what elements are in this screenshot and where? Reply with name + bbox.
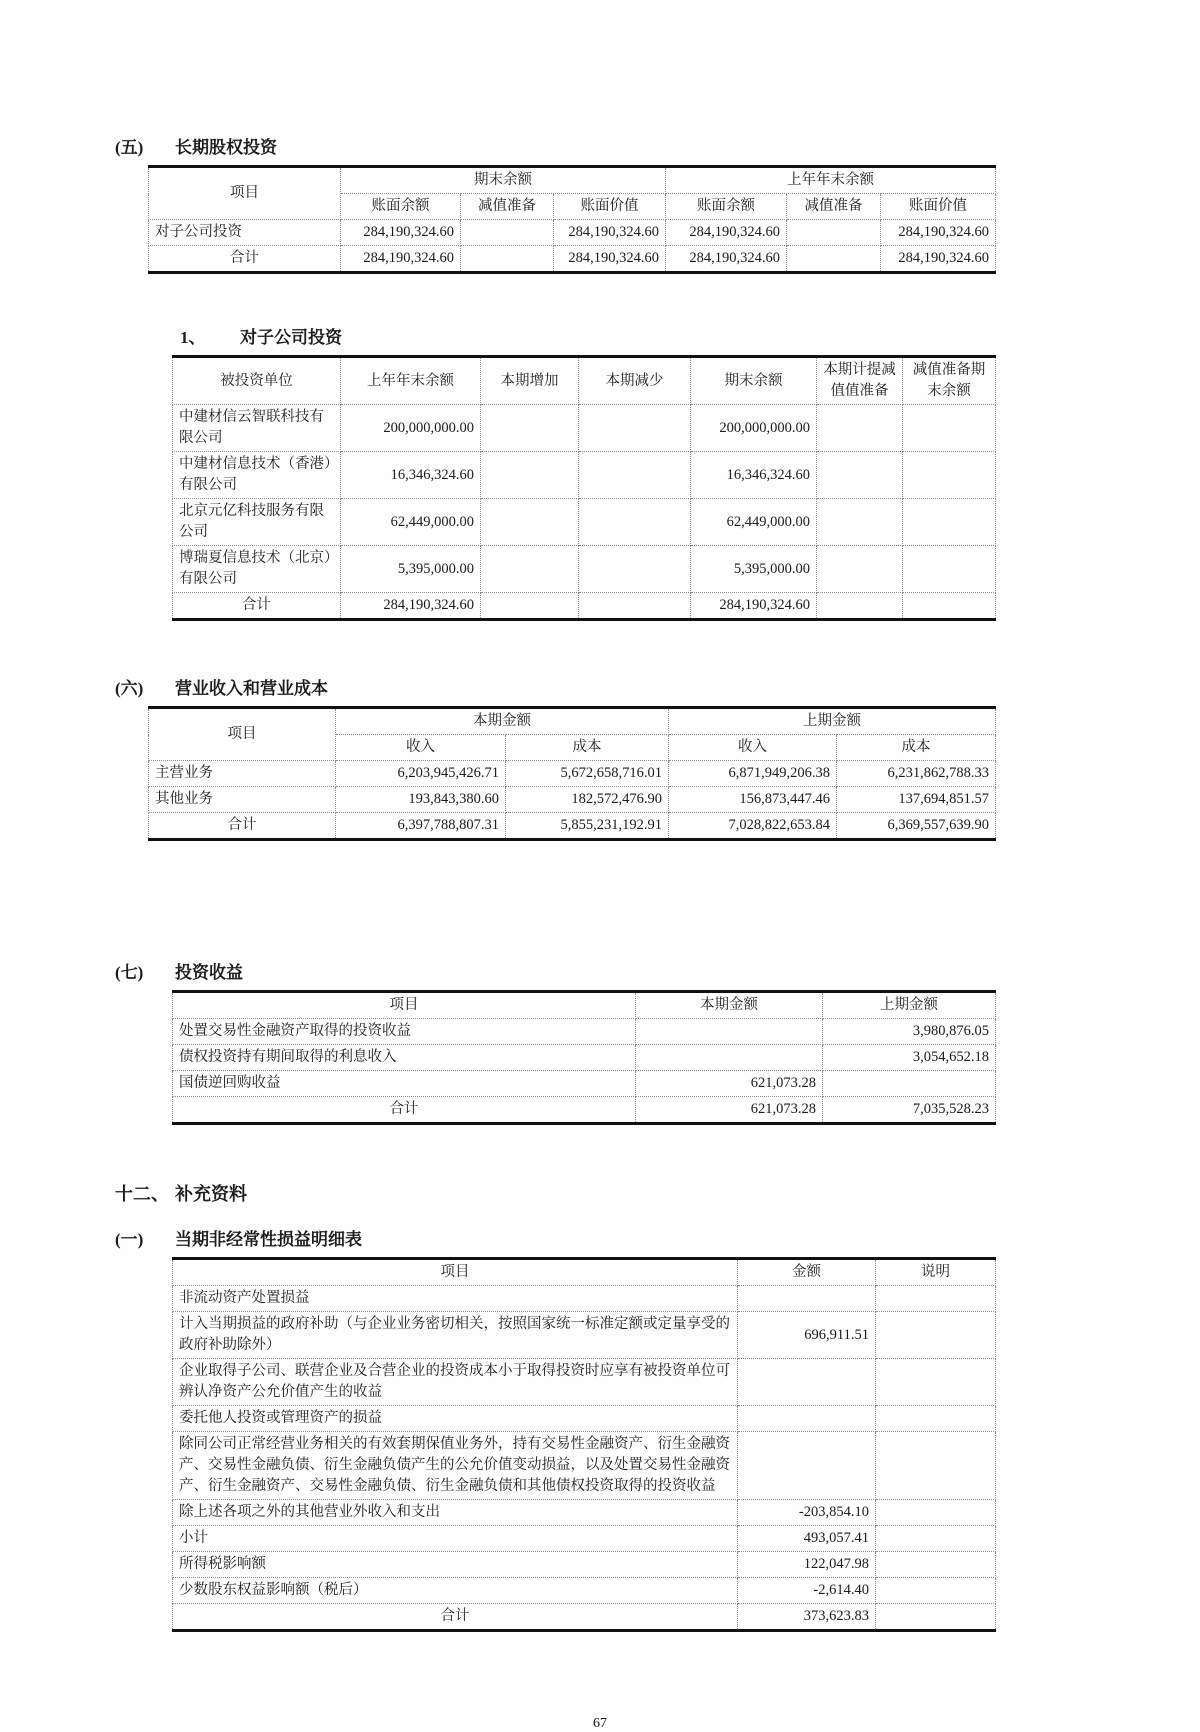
cell-amount: 16,346,324.60: [341, 452, 481, 499]
cell-amount: 5,855,231,192.91: [506, 813, 669, 840]
cell-amount: 122,047.98: [738, 1552, 876, 1578]
cell-note: [876, 1526, 996, 1552]
cell-note: [876, 1359, 996, 1406]
table-row: [173, 405, 996, 452]
cell-amount: 7,028,822,653.84: [669, 813, 837, 840]
cell-label: 对子公司投资: [149, 220, 341, 246]
cell-note: [876, 1604, 996, 1631]
section-heading-12: [115, 1183, 1200, 1206]
cell-amount: 182,572,476.90: [506, 787, 669, 813]
table-total-row: [173, 1097, 996, 1124]
section-title: 长期股权投资: [175, 138, 277, 157]
cell-amount: 493,057.41: [738, 1526, 876, 1552]
table-total-row: [173, 1604, 996, 1631]
header-book-value: 账面价值: [881, 194, 996, 220]
cell-label: 国债逆回购收益: [173, 1071, 636, 1097]
cell-amount: 16,346,324.60: [691, 452, 817, 499]
cell-amount: [579, 499, 691, 546]
header-ending-balance: 期末余额: [691, 357, 817, 405]
header-prior-year-balance: 上年年末余额: [341, 357, 481, 405]
header-cost: 成本: [506, 735, 669, 761]
section-heading-12-1: [115, 1228, 1200, 1251]
cell-label-total: 合计: [149, 246, 341, 273]
cell-amount: [481, 546, 579, 593]
cell-amount: [903, 499, 996, 546]
cell-label: 委托他人投资或管理资产的损益: [173, 1406, 738, 1432]
cell-amount: 5,395,000.00: [691, 546, 817, 593]
cell-amount: [817, 546, 903, 593]
table-header-row: [149, 708, 996, 735]
cell-amount: [903, 405, 996, 452]
section-title: 补充资料: [175, 1184, 247, 1204]
table-row: [173, 1019, 996, 1045]
section-number: 1、: [180, 328, 206, 347]
cell-note: [876, 1406, 996, 1432]
long-term-equity-investment-table: [148, 165, 996, 274]
table-header-row: [173, 992, 996, 1019]
table-header-row: [149, 167, 996, 194]
table-total-row: [149, 813, 996, 840]
cell-label: 非流动资产处置损益: [173, 1286, 738, 1312]
cell-label: 计入当期损益的政府补助（与企业业务密切相关，按照国家统一标准定额或定量享受的政府补助除外）: [173, 1312, 738, 1359]
table-row: [149, 761, 996, 787]
cell-label: 除上述各项之外的其他营业外收入和支出: [173, 1500, 738, 1526]
cell-note: [876, 1286, 996, 1312]
header-increase: 本期增加: [481, 357, 579, 405]
table-row: [173, 546, 996, 593]
header-impairment-accrued: 本期计提减值值准备: [817, 357, 903, 405]
cell-amount: [903, 546, 996, 593]
header-prior-amount: 上期金额: [823, 992, 996, 1019]
cell-amount: 200,000,000.00: [341, 405, 481, 452]
cell-amount: [817, 593, 903, 620]
section-number: (一): [115, 1230, 144, 1249]
cell-amount: [579, 405, 691, 452]
cell-label-total: 合计: [149, 813, 336, 840]
table-header-row: [173, 357, 996, 405]
table-row: [173, 1312, 996, 1359]
header-item: 项目: [173, 1259, 738, 1286]
table-row: [173, 499, 996, 546]
cell-amount: [636, 1019, 823, 1045]
non-recurring-items-table: [172, 1257, 996, 1632]
cell-amount: [823, 1071, 996, 1097]
header-group-prior-year-balance: 上年年末余额: [666, 167, 996, 194]
cell-amount: [579, 546, 691, 593]
table-row: [173, 1286, 996, 1312]
cell-amount: [787, 246, 881, 273]
cell-amount: 284,190,324.60: [666, 246, 787, 273]
cell-amount: [481, 452, 579, 499]
cell-amount: [738, 1432, 876, 1500]
header-current-amount: 本期金额: [636, 992, 823, 1019]
cell-amount: [817, 405, 903, 452]
section-heading-6: [115, 677, 1200, 700]
header-group-ending-balance: 期末余额: [341, 167, 666, 194]
table-row: [173, 1406, 996, 1432]
cell-label: 除同公司正常经营业务相关的有效套期保值业务外，持有交易性金融资产、衍生金融资产、交易性金融负债、衍生金融负债产生的公允价值变动损益，以及处置交易性金融资产、衍生金融资产、交易性金融负债、衍生金融负债和其他债权投资取得的投资收益: [173, 1432, 738, 1500]
section-number: (五): [115, 138, 144, 157]
cell-label: 企业取得子公司、联营企业及合营企业的投资成本小于取得投资时应享有被投资单位可辨认净资产公允价值产生的收益: [173, 1359, 738, 1406]
cell-amount: 6,369,557,639.90: [837, 813, 996, 840]
cell-amount: [738, 1406, 876, 1432]
header-amount: 金额: [738, 1259, 876, 1286]
table-row: [173, 1526, 996, 1552]
cell-amount: [579, 452, 691, 499]
table-row: [173, 1359, 996, 1406]
table-total-row: [173, 593, 996, 620]
cell-label: 债权投资持有期间取得的利息收入: [173, 1045, 636, 1071]
table-header-row: [173, 1259, 996, 1286]
header-decrease: 本期减少: [579, 357, 691, 405]
cell-label: 小计: [173, 1526, 738, 1552]
cell-amount: 621,073.28: [636, 1071, 823, 1097]
table-row: [173, 1500, 996, 1526]
header-item: 项目: [149, 708, 336, 761]
cell-amount: [481, 593, 579, 620]
cell-amount: -203,854.10: [738, 1500, 876, 1526]
section-number: (六): [115, 679, 144, 698]
cell-label: 少数股东权益影响额（税后）: [173, 1578, 738, 1604]
subsidiary-investment-table: [172, 355, 996, 621]
cell-amount: 5,672,658,716.01: [506, 761, 669, 787]
cell-amount: 284,190,324.60: [554, 220, 666, 246]
header-investee: 被投资单位: [173, 357, 341, 405]
cell-amount: 200,000,000.00: [691, 405, 817, 452]
cell-label: 中建材信息技术（香港）有限公司: [173, 452, 341, 499]
cell-label: 主营业务: [149, 761, 336, 787]
table-row: [173, 1432, 996, 1500]
section-heading-5-1: [180, 326, 1200, 349]
cell-amount: -2,614.40: [738, 1578, 876, 1604]
cell-amount: 6,203,945,426.71: [336, 761, 506, 787]
cell-amount: 284,190,324.60: [341, 593, 481, 620]
cell-amount: 6,871,949,206.38: [669, 761, 837, 787]
header-cost: 成本: [837, 735, 996, 761]
cell-label-total: 合计: [173, 1604, 738, 1631]
cell-amount: 284,190,324.60: [881, 220, 996, 246]
cell-amount: 7,035,528.23: [823, 1097, 996, 1124]
table-total-row: [149, 246, 996, 273]
cell-label-total: 合计: [173, 1097, 636, 1124]
header-group-current-period: 本期金额: [336, 708, 669, 735]
cell-amount: [579, 593, 691, 620]
header-income: 收入: [336, 735, 506, 761]
header-book-balance: 账面余额: [341, 194, 461, 220]
table-row: [173, 1045, 996, 1071]
cell-note: [876, 1432, 996, 1500]
header-book-balance: 账面余额: [666, 194, 787, 220]
cell-label: 所得税影响额: [173, 1552, 738, 1578]
cell-amount: 137,694,851.57: [837, 787, 996, 813]
header-item: 项目: [173, 992, 636, 1019]
header-impairment-ending: 减值准备期末余额: [903, 357, 996, 405]
cell-label: 其他业务: [149, 787, 336, 813]
cell-amount: 62,449,000.00: [341, 499, 481, 546]
header-impairment: 减值准备: [461, 194, 554, 220]
cell-amount: 284,190,324.60: [341, 220, 461, 246]
table-row: [149, 220, 996, 246]
table-row: [173, 1071, 996, 1097]
header-income: 收入: [669, 735, 837, 761]
table-row: [149, 787, 996, 813]
cell-amount: 696,911.51: [738, 1312, 876, 1359]
header-item: 项目: [149, 167, 341, 220]
cell-amount: 373,623.83: [738, 1604, 876, 1631]
cell-amount: [817, 499, 903, 546]
cell-label-total: 合计: [173, 593, 341, 620]
cell-amount: 621,073.28: [636, 1097, 823, 1124]
section-number: 十二、: [115, 1184, 169, 1204]
investment-income-table: [172, 990, 996, 1125]
cell-amount: [738, 1359, 876, 1406]
cell-label: 北京元亿科技服务有限公司: [173, 499, 341, 546]
cell-amount: 62,449,000.00: [691, 499, 817, 546]
cell-amount: 6,397,788,807.31: [336, 813, 506, 840]
cell-amount: 284,190,324.60: [666, 220, 787, 246]
header-group-prior-period: 上期金额: [669, 708, 996, 735]
cell-amount: [481, 405, 579, 452]
table-row: [173, 452, 996, 499]
cell-amount: [817, 452, 903, 499]
section-number: (七): [115, 963, 144, 982]
section-title: 当期非经常性损益明细表: [175, 1230, 362, 1249]
cell-note: [876, 1552, 996, 1578]
cell-label: 处置交易性金融资产取得的投资收益: [173, 1019, 636, 1045]
cell-amount: 284,190,324.60: [341, 246, 461, 273]
cell-amount: [903, 593, 996, 620]
cell-amount: [481, 499, 579, 546]
section-title: 投资收益: [175, 963, 243, 982]
table-row: [173, 1578, 996, 1604]
cell-note: [876, 1578, 996, 1604]
revenue-cost-table: [148, 706, 996, 841]
header-impairment: 减值准备: [787, 194, 881, 220]
cell-amount: 193,843,380.60: [336, 787, 506, 813]
cell-amount: 3,980,876.05: [823, 1019, 996, 1045]
cell-label: 中建材信云智联科技有限公司: [173, 405, 341, 452]
cell-amount: 284,190,324.60: [691, 593, 817, 620]
cell-amount: 5,395,000.00: [341, 546, 481, 593]
page-number: 67: [593, 1716, 607, 1731]
cell-note: [876, 1500, 996, 1526]
cell-amount: 6,231,862,788.33: [837, 761, 996, 787]
cell-label: 博瑞夏信息技术（北京）有限公司: [173, 546, 341, 593]
section-heading-7: [115, 961, 1200, 984]
cell-amount: 284,190,324.60: [881, 246, 996, 273]
header-note: 说明: [876, 1259, 996, 1286]
cell-amount: 156,873,447.46: [669, 787, 837, 813]
cell-amount: [787, 220, 881, 246]
section-title: 营业收入和营业成本: [175, 679, 328, 698]
section-heading-5: [115, 136, 1200, 159]
cell-amount: [461, 220, 554, 246]
cell-amount: 284,190,324.60: [554, 246, 666, 273]
cell-amount: [636, 1045, 823, 1071]
header-book-value: 账面价值: [554, 194, 666, 220]
cell-amount: [903, 452, 996, 499]
cell-amount: 3,054,652.18: [823, 1045, 996, 1071]
table-row: [173, 1552, 996, 1578]
cell-amount: [738, 1286, 876, 1312]
section-title: 对子公司投资: [240, 328, 342, 347]
cell-note: [876, 1312, 996, 1359]
cell-amount: [461, 246, 554, 273]
